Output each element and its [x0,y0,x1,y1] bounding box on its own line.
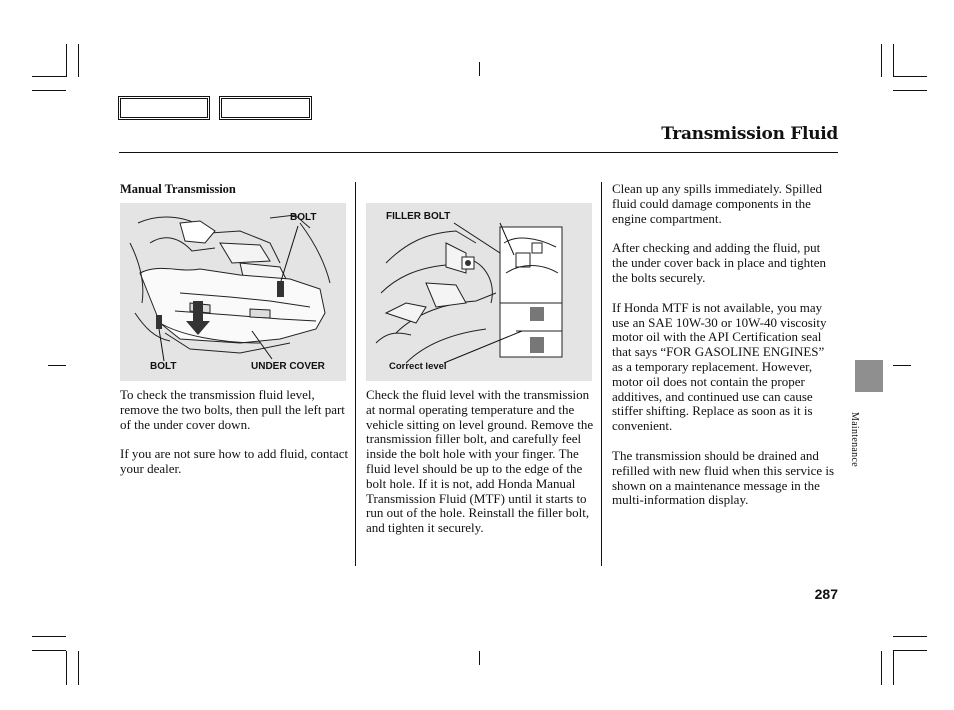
page-title: Transmission Fluid [661,124,838,144]
column-2-text [366,388,596,551]
under-cover-drawing [120,203,346,381]
crop-mark [893,650,927,651]
paragraph: To check the transmission fluid level, remove the two bolts, then pull the left part of the under cover down. [120,387,345,432]
crop-mark [893,90,927,91]
column-3-text [612,182,838,523]
label-bolt-top: BOLT [290,212,317,223]
paragraph: If you are not sure how to add fluid, contact your dealer. [120,446,349,477]
paragraph: If Honda MTF is not available, you may use an SAE 10W-30 or 10W-40 viscosity motor oil with the API Certification seal that says “FOR GASOLINE ENGINES” as a temporary replacement. However, motor oil does not contain the proper additives, and continued use can cause stiffer shifting. Replace as soon as it is convenient. [612,299,827,434]
paragraph: The transmission should be drained and refilled with new fluid when this service is shown on a maintenance message in the multi-information display. [612,447,835,508]
crop-mark [32,90,66,91]
crop-mark [881,651,882,685]
filler-bolt-illustration [366,203,592,381]
crop-mark [893,44,894,77]
crop-mark [32,650,66,651]
column-divider [355,182,356,566]
page-number: 287 [814,586,838,602]
crop-mark [893,651,894,685]
crop-mark [48,365,66,366]
crop-mark [893,636,927,637]
paragraph: Clean up any spills immediately. Spilled fluid could damage components in the engine compartment. [612,181,823,226]
crop-mark [479,651,480,665]
header-rule [119,152,838,153]
crop-mark [66,651,67,685]
column-1-text [120,388,352,492]
label-bolt-bottom: BOLT [150,361,177,372]
filler-bolt-drawing [366,203,592,381]
crop-mark [893,76,927,77]
nav-box-right[interactable] [219,96,312,120]
column-divider [601,182,602,566]
crop-mark [893,365,911,366]
section-heading: Manual Transmission [120,182,236,196]
label-filler-bolt: FILLER BOLT [386,211,451,222]
label-under-cover: UNDER COVER [251,361,325,372]
nav-box-left[interactable] [118,96,210,120]
crop-mark [32,76,66,77]
crop-mark [881,44,882,77]
crop-mark [66,44,67,77]
paragraph: Check the fluid level with the transmission at normal operating temperature and the vehicle sitting on level ground. Remove the transmission filler bolt, and carefully feel inside the bolt hole with your finger. The fluid level should be up to the edge of the bolt hole. If it is not, add Honda Manual Transmission Fluid (MTF) until it starts to run out of the hole. Reinstall the filler bolt, and tighten it securely. [366,387,594,536]
section-tab-label: Maintenance [849,412,860,467]
crop-mark [78,651,79,685]
section-tab-marker[interactable] [855,360,883,392]
under-cover-illustration [120,203,346,381]
label-correct-level: Correct level [389,361,447,372]
crop-mark [479,62,480,76]
paragraph: After checking and adding the fluid, put the under cover back in place and tighten the bolts securely. [612,240,827,285]
crop-mark [32,636,66,637]
crop-mark [78,44,79,77]
